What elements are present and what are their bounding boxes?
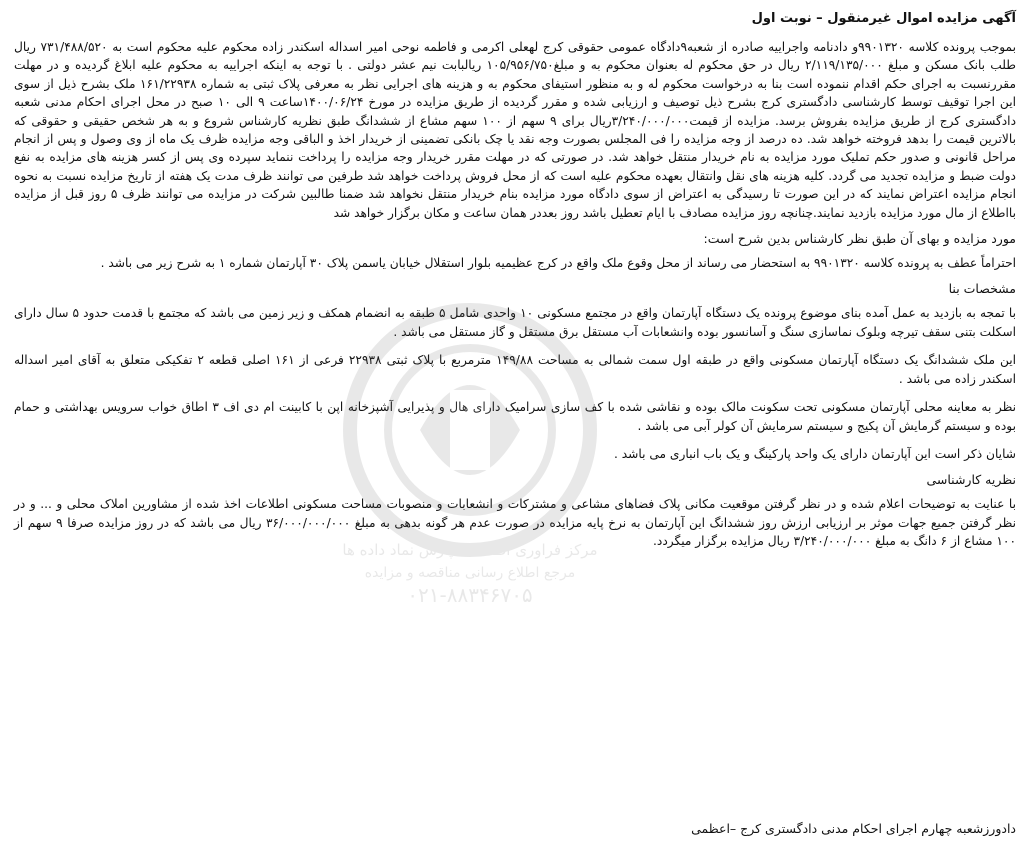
- description-heading: مورد مزایده و بهای آن طبق نظر کارشناس بدین شرح است:: [703, 231, 1016, 247]
- notice-title: آگهی مزایده اموال غیرمنقول – نوبت اول: [751, 11, 1016, 26]
- building-specs-heading: مشخصات بنا: [948, 281, 1016, 297]
- watermark-phone: ۰۲۱-۸۸۳۴۶۷۰۵: [407, 583, 533, 607]
- building-paragraph-4: شایان ذکر است این آپارتمان دارای یک واحد پارکینگ و یک باب انباری می باشد .: [614, 446, 1016, 461]
- watermark-line2: مرجع اطلاع رسانی مناقصه و مزایده: [364, 565, 576, 581]
- expert-intro-paragraph: احتراماً عطف به پرونده کلاسه ۹۹۰۱۳۲۰ به استحضار می رساند از محل وقوع ملک واقع در کرج عظیمیه بلوار استقلال خیابان یاسمن پلاک ۳۰ آپارتمان شماره ۱ به شرح زیر می باشد .: [100, 256, 1016, 271]
- building-paragraph-2: این ملک ششدانگ یک دستگاه آپارتمان مسکونی واقع در طبقه اول سمت شمالی به مساحت ۱۴۹/۸۸ مترمربع با پلاک ثبتی ۲۲۹۳۸ فرعی از ۱۶۱ اصلی قطعه ۲ تفکیکی متعلق به آقای امیر اسداله اسکندر زاده می باشد .: [14, 353, 1017, 386]
- building-paragraph-3: نظر به معاینه محلی آپارتمان مسکونی تحت سکونت مالک بوده و نقاشی شده با کف سازی سرامیک دارای هال و پذیرایی آشپزخانه اپن با کابینت ام دی اف ۳ اطاق خواب سرویس بهداشتی و حمام بوده و سیستم گرمایش آن پکیج و سیستم سرمایش آن کولر آبی می باشد .: [14, 400, 1016, 433]
- watermark-line1: مرکز فراوری اطلاعات پارس نماد داده ها: [342, 541, 598, 559]
- expert-opinion-paragraph: با عنایت به توضیحات اعلام شده و در نظر گرفتن موقعیت مکانی پلاک فضاهای مشاعی و مشترکات و انشعابات و منصوبات مساحت مسکونی اطلاعات اخذ شده از مشاورین املاک محلی و ... و در نظر گرفتن جمیع جهات موثر بر ارزیابی ارزش روز ششدانگ این آپارتمان به نرخ پایه مزایده در صورت عدم هر گونه بدهی به مبلغ ۳۶/۰۰۰/۰۰۰/۰۰۰ ریال می باشد که در روز مزایده صرفا ۹ سهم از ۱۰۰ مشاع از ۶ دانگ به مبلغ ۳/۲۴۰/۰۰۰/۰۰۰ ریال مزایده برگزار میگردد.: [14, 497, 1016, 549]
- expert-opinion-heading: نظریه کارشناسی: [926, 472, 1016, 488]
- notice-intro-paragraph: بموجب پرونده کلاسه ۹۹۰۱۳۲۰و دادنامه واجراییه صادره از شعبه۹دادگاه عمومی حقوقی کرج لهعلی اکرمی و فاطمه نوحی امیر اسداله اسکندر زاده محکوم علیه محکوم است به ۷۳۱/۴۸۸/۵۲۰ ریال طلب بانک مسکن و مبلغ ۲/۱۱۹/۱۳۵/۰۰۰ ریال در حق محکوم له بعنوان محکوم به و مبلغ۱۰۵/۹۵۶/۷۵۰ ریالبابت نیم عشر دولتی . با توجه به اینکه اجراییه به محکوم علیه ابلاغ گردیده و در مهلت مقررنسبت به اجرای حکم اقدام ننموده است بنا به درخواست محکوم له و به منظور استیفای محکوم به و هزینه های اجرایی نظر به معرفی پلاک ثبتی به شماره ۱۶۱/۲۲۹۳۸ ملک بشرح ذیل از سوی این اجرا توقیف توسط کارشناسی دادگستری کرج بشرح ذیل توصیف و ارزیابی شده و مقرر گردیده از طریق مزایده در مورخ ۱۴۰۰/۰۶/۲۴ساعت ۹ الی ۱۰ صبح در محل اجرای احکام مدنی شعبه دادگستری کرج از طریق مزایده بفروش برسد. مزایده از قیمت۳/۲۴۰/۰۰۰/۰۰۰ریال برای ۹ سهم از ۱۰۰ سهم مشاع از ششدانگ طبق نظریه کارشناس شروع و به هر شخص حقیقی و حقوقی که بالاترین قیمت را بدهد فروخته خواهد شد. ده درصد از وجه مزایده را فی المجلس بصورت وجه نقد یا چک بانکی تضمینی از خریدار اخذ و الباقی وجه مزایده ظرف یک ماه از وی وصول و پس از انجام مراحل قانونی و صدور حکم تملیک مورد مزایده به نام خریدار منتقل خواهد شد. در صورتی که در مهلت مقرر خریدار وجه مزایده را پرداخت ننماید سپرده وی پس از کسر هزینه های مزایده به نفع دولت ضبط و مزایده تجدید می گردد. کلیه هزینه های نقل وانتقال بعهده محکوم علیه است که از محل فروش پرداخت خواهد شد طرفین می توانند ظرف مدت یک هفته از تاریخ مزایده نسبت به نحوه انجام مزایده اعتراض نمایند که در این صورت تا رسیدگی به اعتراض از سوی دادگاه مورد مزایده بنام خریدار منتقل نخواهد شد ضمنا طالبین شرکت در مزایده می توانند ظرف ۵ روز قبل از مزایده بااطلاع از مال مورد مزایده بازدید نمایند.چنانچه روز مزایده مصادف با ایام تعطیل باشد روز بعددر همان ساعت و مکان برگزار خواهد شد: [14, 40, 1016, 220]
- signature-footer: دادورزشعبه چهارم اجرای احکام مدنی دادگستری کرج –اعظمی: [691, 821, 1016, 836]
- building-paragraph-1: با تمجه به بازدید به عمل آمده بنای موضوع پرونده یک دستگاه آپارتمان واقع در مجتمع مسکونی ۱۰ واحدی شامل ۵ طبقه به انضمام همکف و زیر زمین می باشد که مجتمع با قدمت حدود ۵ سال دارای اسکلت بتنی سقف تیرچه وبلوک نماسازی سنگ و آسانسور بوده وانشعابات آب مستقل برق مستقل و گاز مستقل می باشد .: [14, 306, 1016, 339]
